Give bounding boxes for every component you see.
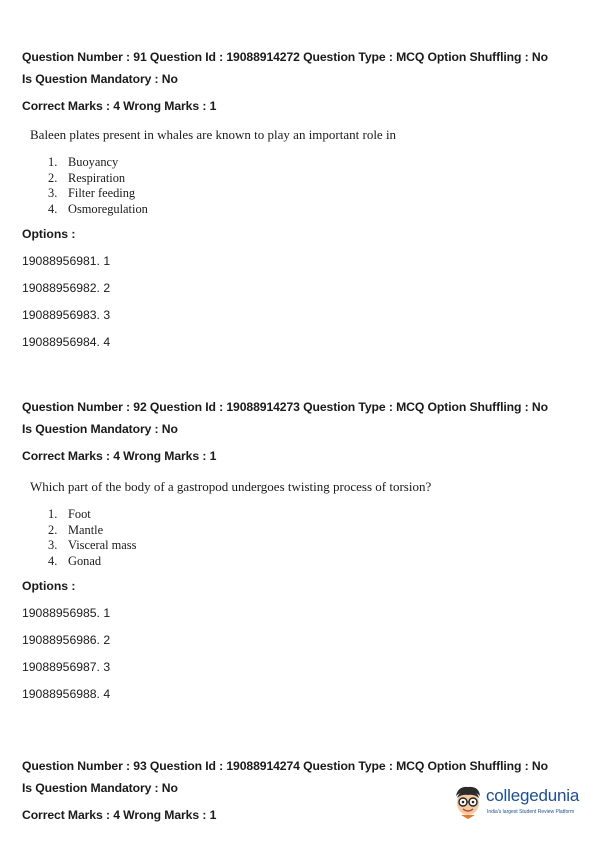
question-block-91 [22,48,582,351]
choice-item: 2. Mantle [48,522,104,537]
question-block-92 [22,398,582,703]
question-marks: Correct Marks : 4 Wrong Marks : 1 [22,808,217,822]
option-id: 19088956982. 2 [22,281,111,296]
choice-item: 4. Osmoregulation [48,201,148,216]
question-header: Question Number : 92 Question Id : 19088914273 Question Type : MCQ Option Shuffling : No [22,400,548,414]
question-mandatory: Is Question Mandatory : No [22,72,178,86]
option-id: 19088956984. 4 [22,335,111,350]
choice-item: 1. Buoyancy [48,155,119,169]
cartoon-student-face-icon [452,784,484,820]
option-id: 19088956983. 3 [22,308,111,323]
choice-item: 2. Respiration [48,170,126,185]
options-label: Options : [22,579,76,594]
option-id: 19088956985. 1 [22,606,111,621]
options-label: Options : [22,227,76,242]
question-header: Question Number : 91 Question Id : 19088914272 Question Type : MCQ Option Shuffling : No [22,50,548,64]
collegedunia-logo [452,782,590,832]
question-mandatory: Is Question Mandatory : No [22,781,178,795]
logo-tagline: India's largest Student Review Platform [487,809,575,815]
option-id: 19088956987. 3 [22,660,111,675]
option-id: 19088956981. 1 [22,254,111,269]
choice-list [48,507,582,569]
question-mandatory: Is Question Mandatory : No [22,422,178,436]
question-header: Question Number : 93 Question Id : 19088914274 Question Type : MCQ Option Shuffling : No [22,759,548,773]
option-id: 19088956988. 4 [22,687,111,702]
option-id: 19088956986. 2 [22,633,111,648]
logo-wordmark: collegedunia [486,786,580,805]
question-stem: Baleen plates present in whales are known to play an important role in [30,127,397,142]
question-marks: Correct Marks : 4 Wrong Marks : 1 [22,449,217,463]
choice-item: 1. Foot [48,507,91,521]
choice-item: 3. Filter feeding [48,186,136,201]
question-stem: Which part of the body of a gastropod undergoes twisting process of torsion? [30,479,432,494]
choice-item: 4. Gonad [48,553,102,568]
choice-item: 3. Visceral mass [48,538,137,553]
question-marks: Correct Marks : 4 Wrong Marks : 1 [22,99,217,113]
choice-list [48,155,582,217]
